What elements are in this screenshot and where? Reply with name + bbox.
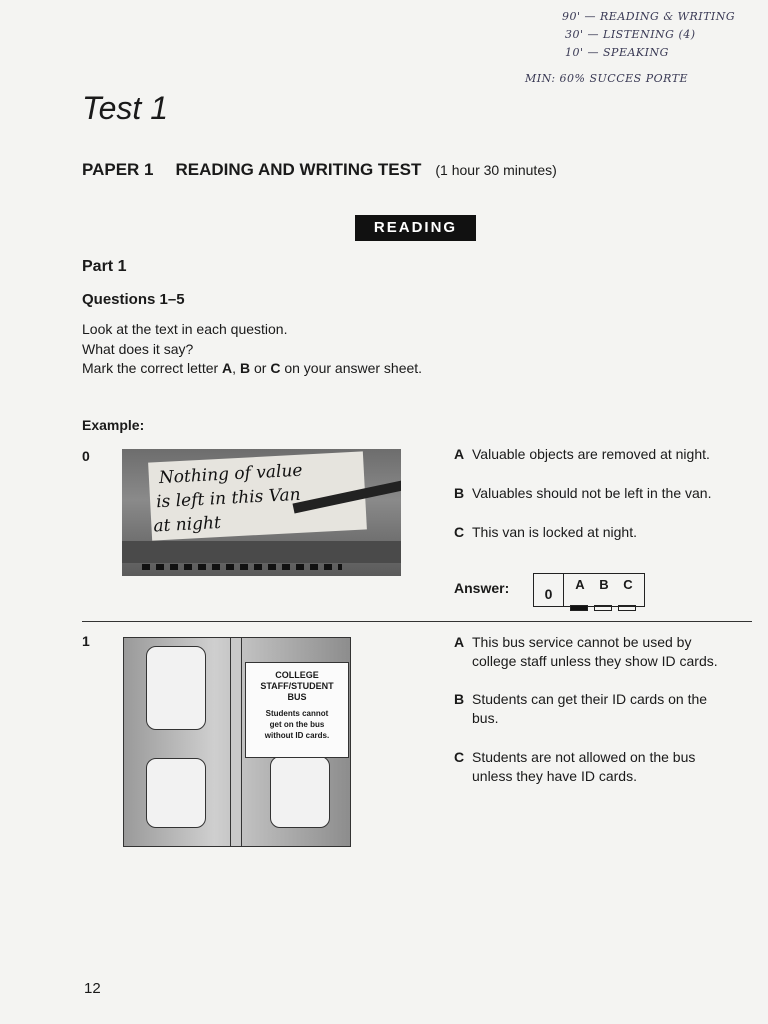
bus-door-pole bbox=[230, 638, 242, 847]
answer-label: Answer: bbox=[454, 580, 510, 596]
bus-window-bottom-right bbox=[270, 756, 330, 828]
example-label: Example: bbox=[82, 417, 145, 433]
part-title: Part 1 bbox=[82, 258, 127, 275]
handwritten-note-1: 90' — READING & WRITING bbox=[562, 10, 736, 23]
example-number: 0 bbox=[82, 448, 90, 464]
example-option-a: A Valuable objects are removed at night. bbox=[454, 446, 710, 462]
handwritten-note-2: 30' — LISTENING (4) bbox=[565, 28, 696, 41]
answer-mark-a bbox=[570, 605, 588, 611]
bus-sign: COLLEGE STAFF/STUDENT BUS Students cannot get on the bus without ID cards. bbox=[245, 662, 349, 758]
answer-mark-c bbox=[618, 605, 636, 611]
paper-number: PAPER 1 bbox=[82, 160, 154, 179]
paper-title: READING AND WRITING TEST bbox=[175, 160, 422, 179]
instruction-line-1: Look at the text in each question. bbox=[82, 321, 288, 337]
test-title: Test 1 bbox=[82, 90, 168, 126]
answer-mark-b bbox=[594, 605, 612, 611]
instruction-line-3: Mark the correct letter A, B or C on your answer sheet. bbox=[82, 360, 423, 376]
example-option-b: B Valuables should not be left in the van. bbox=[454, 485, 712, 501]
photo-dots bbox=[142, 564, 342, 570]
note-line-2: is left in this Van bbox=[155, 484, 302, 513]
handwritten-note-4: MIN: 60% SUCCES PORTE bbox=[525, 72, 689, 85]
page-number: 12 bbox=[84, 980, 101, 997]
note-line-3: at night bbox=[152, 512, 222, 537]
question-1-option-b: B Students can get their ID cards on the bus. bbox=[454, 691, 708, 726]
example-option-c: C This van is locked at night. bbox=[454, 524, 637, 540]
question-1-option-a: A This bus service cannot be used by college staff unless they show ID cards. bbox=[454, 634, 718, 669]
paper-heading bbox=[82, 160, 557, 180]
answer-number: 0 bbox=[534, 574, 564, 606]
question-1-option-c: C Students are not allowed on the bus unless they have ID cards. bbox=[454, 749, 696, 784]
note-line-1: Nothing of value bbox=[158, 460, 303, 489]
answer-marks bbox=[570, 598, 642, 616]
answer-box bbox=[533, 573, 645, 607]
reading-section-badge: READING bbox=[355, 215, 476, 241]
instruction-line-2: What does it say? bbox=[82, 341, 194, 357]
photo-strip bbox=[122, 541, 401, 563]
bus-window-top-left bbox=[146, 646, 206, 730]
bus-window-bottom-left bbox=[146, 758, 206, 828]
section-divider bbox=[82, 621, 752, 622]
bus-door-image bbox=[123, 637, 351, 847]
question-1-number: 1 bbox=[82, 633, 90, 649]
handwritten-note-3: 10' — SPEAKING bbox=[565, 46, 669, 59]
questions-range: Questions 1–5 bbox=[82, 291, 185, 308]
example-photo bbox=[122, 449, 401, 576]
paper-duration: (1 hour 30 minutes) bbox=[435, 162, 557, 178]
answer-letters: A B C bbox=[575, 577, 633, 592]
